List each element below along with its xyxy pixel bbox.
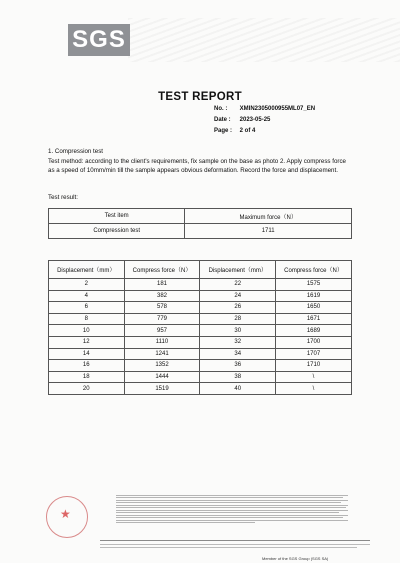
report-date [214,117,270,123]
report-page [214,128,255,134]
summary-row [49,224,352,239]
footer-address-block [100,538,370,549]
summary-header-row [49,209,352,224]
summary-header-cell: Test item [49,209,185,224]
section-heading: 1. Compression test [48,148,104,155]
star-icon: ★ [60,507,71,521]
report-number [214,106,315,112]
table-row [49,348,352,360]
report-date-value: 2023-05-25 [239,117,271,123]
table-cell: 578 [124,302,200,314]
force-displacement-table [48,260,352,395]
table-cell: 1700 [276,336,352,348]
summary-cell: Compression test [49,224,185,239]
table-cell: 38 [200,371,276,383]
table-cell: 1352 [124,360,200,372]
summary-table [48,208,352,239]
table-cell: 1710 [276,360,352,372]
table-cell: 16 [49,360,125,372]
data-header-cell: Displacement（mm） [200,261,276,279]
table-cell: 1619 [276,290,352,302]
table-cell: 1650 [276,302,352,314]
test-result-label: Test result: [48,194,78,201]
data-header-cell: Compress force（N） [276,261,352,279]
data-header-row [49,261,352,279]
table-cell: 1519 [124,383,200,395]
table-cell: 1241 [124,348,200,360]
table-cell: 24 [200,290,276,302]
table-row [49,383,352,395]
table-row [49,371,352,383]
table-cell: 20 [49,383,125,395]
table-cell: 1444 [124,371,200,383]
table-cell: 26 [200,302,276,314]
report-title: TEST REPORT [158,91,242,103]
table-cell: 30 [200,325,276,337]
table-cell: 181 [124,279,200,291]
table-row [49,313,352,325]
table-cell: 34 [200,348,276,360]
table-cell: 382 [124,290,200,302]
table-cell: 2 [49,279,125,291]
table-cell: 28 [200,313,276,325]
header-watermark [128,18,400,62]
table-cell: 8 [49,313,125,325]
report-page-value: 2 of 4 [239,128,256,134]
data-header-cell: Compress force（N） [124,261,200,279]
table-row [49,279,352,291]
table-cell: 6 [49,302,125,314]
terms-fine-print [116,495,348,539]
table-cell: 22 [200,279,276,291]
table-cell: 40 [200,383,276,395]
summary-header-cell: Maximum force（N） [185,209,352,224]
report-page-label: Page : [214,128,233,134]
table-cell: 1707 [276,348,352,360]
data-header-cell: Displacement（mm） [49,261,125,279]
table-cell: 1575 [276,279,352,291]
table-cell: 10 [49,325,125,337]
table-cell: 1689 [276,325,352,337]
table-cell: 36 [200,360,276,372]
table-cell: 12 [49,336,125,348]
table-cell: 18 [49,371,125,383]
table-cell: \ [276,371,352,383]
table-row [49,302,352,314]
table-cell: 779 [124,313,200,325]
table-cell: 1110 [124,336,200,348]
company-seal-stamp [46,496,88,538]
table-cell: 4 [49,290,125,302]
table-row [49,336,352,348]
report-number-label: No. : [214,106,228,112]
table-row [49,290,352,302]
footer-member-text: Member of the SGS Group (SGS SA) [262,556,329,561]
table-cell: \ [276,383,352,395]
sgs-logo: SGS [68,24,130,56]
table-row [49,325,352,337]
summary-cell: 1711 [185,224,352,239]
table-row [49,360,352,372]
test-method: Test method: according to the client's requirements, fix sample on the base as photo 2. Apply compress force as a speed of 10mm/min till the sample appears obvious deformation. Record the force and displacement. [48,158,346,174]
table-cell: 957 [124,325,200,337]
report-number-value: XMIN2305000955ML07_EN [239,106,316,112]
table-cell: 14 [49,348,125,360]
report-date-label: Date : [214,117,231,123]
table-cell: 1671 [276,313,352,325]
table-cell: 32 [200,336,276,348]
